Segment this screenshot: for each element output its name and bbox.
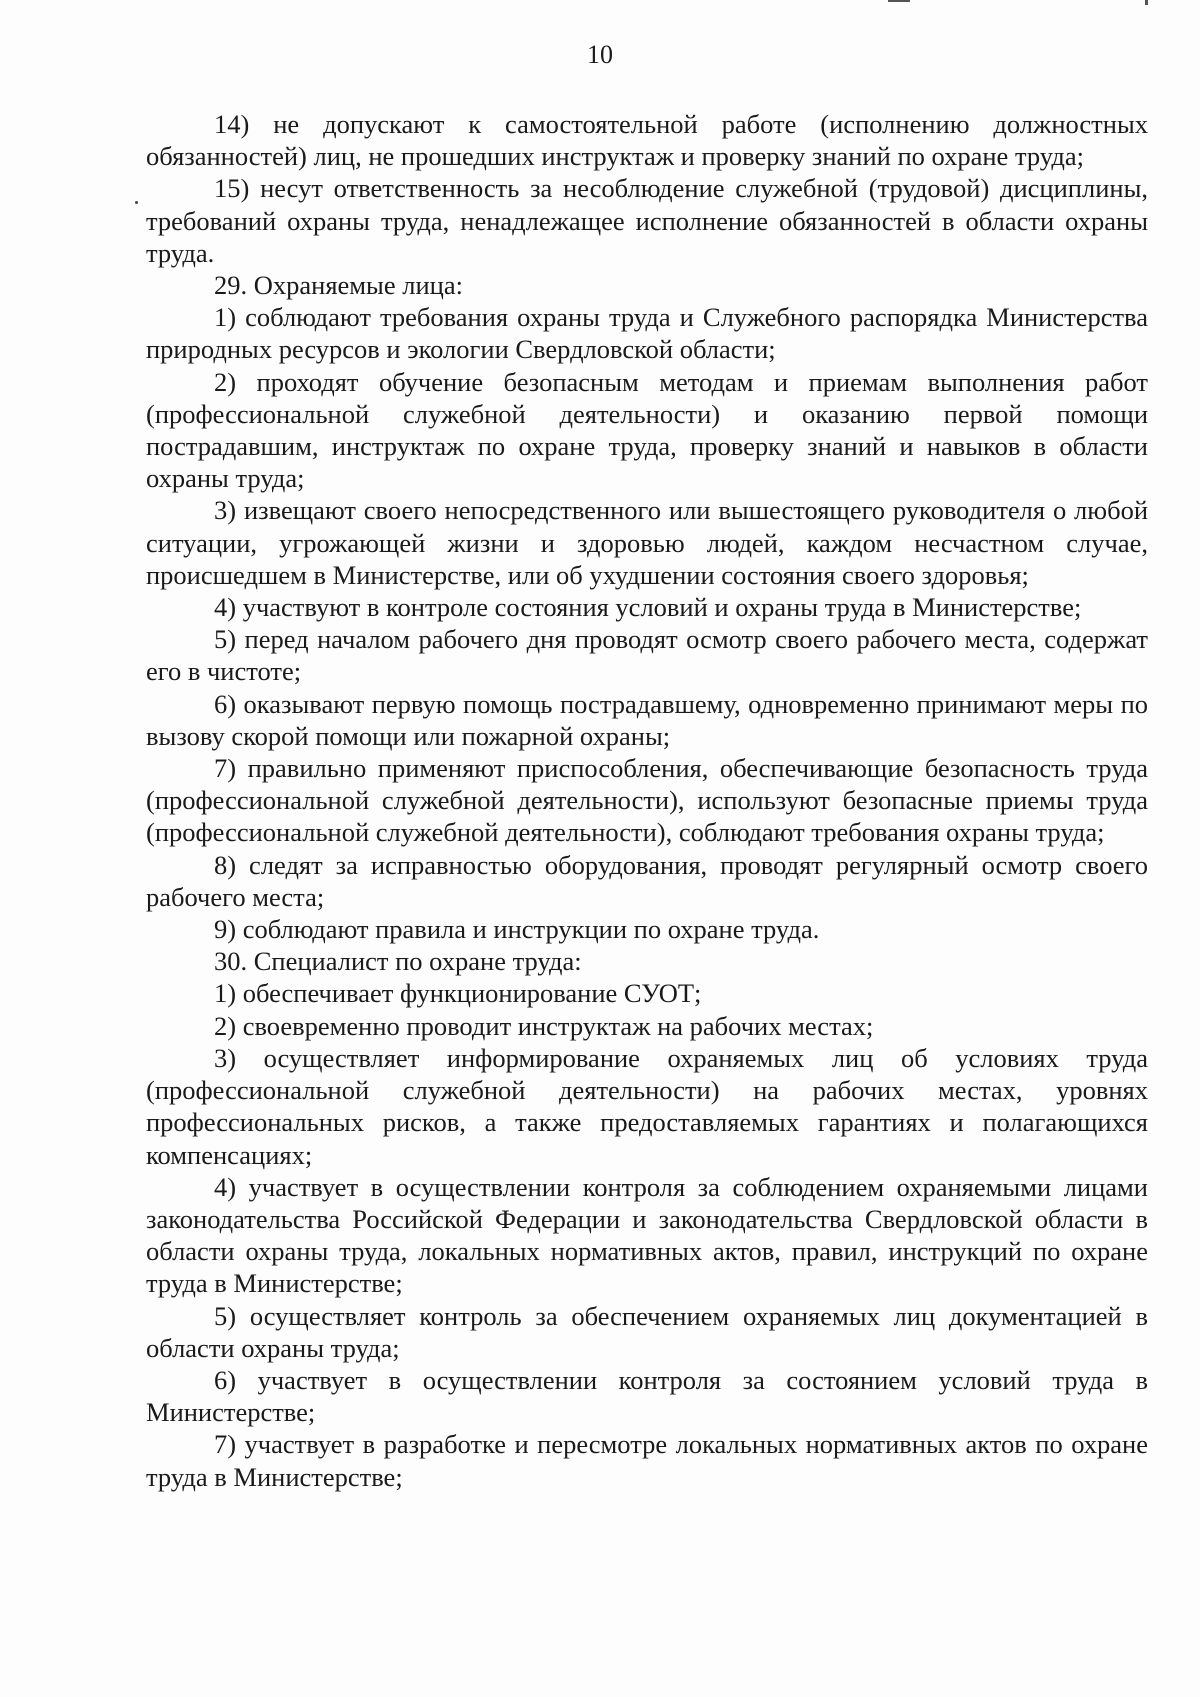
paragraph: 7) правильно применяют приспособления, обеспечивающие безопасность труда (профессиональной служебной деятельности), используют безопасные приемы труда (профессиональной служебной деятельности), соблюдают требования охраны труда; — [146, 753, 1148, 848]
paragraph: 7) участвует в разработке и пересмотре локальных нормативных актов по охране труда в Министерстве; — [146, 1429, 1148, 1492]
paragraph: 6) участвует в осуществлении контроля за состоянием условий труда в Министерстве; — [146, 1364, 1148, 1428]
paragraph: 4) участвуют в контроле состояния условий и охраны труда в Министерстве; — [214, 592, 1082, 623]
document-body — [146, 108, 1148, 1493]
paragraph: 5) осуществляет контроль за обеспечением охраняемых лиц документацией в области охраны труда; — [146, 1300, 1148, 1363]
paragraph: 1) соблюдают требования охраны труда и Служебного распорядка Министерства природных ресурсов и экологии Свердловской области; — [146, 302, 1148, 365]
paragraph: 15) несут ответственность за несоблюдение служебной (трудовой) дисциплины, требований охраны труда, ненадлежащее исполнение обязанностей в области охраны труда. — [146, 173, 1148, 268]
paragraph: 9) соблюдают правила и инструкции по охране труда. — [214, 914, 820, 945]
scan-dot-mark — [135, 201, 138, 204]
paragraph: 3) извещают своего непосредственного или вышестоящего руководителя о любой ситуации, угрожающей жизни и здоровью людей, каждом несчастном случае, происшедшем в Министерстве, или об ухудшении состояния своего здоровья; — [146, 495, 1148, 590]
paragraph: 6) оказывают первую помощь пострадавшему, одновременно принимают меры по вызову скорой помощи или пожарной охраны; — [146, 688, 1148, 751]
section-heading: 30. Специалист по охране труда: — [214, 946, 582, 977]
paragraph: 14) не допускают к самостоятельной работе (исполнению должностных обязанностей) лиц, не прошедших инструктаж и проверку знаний по охране труда; — [146, 109, 1148, 172]
paragraph: 4) участвует в осуществлении контроля за соблюдением охраняемыми лицами законодательства Российской Федерации и законодательства Свердловской области в области охраны труда, локальных нормативных актов, правил, инструкций по охране труда в Министерстве; — [146, 1171, 1148, 1299]
paragraph: 2) своевременно проводит инструктаж на рабочих местах; — [214, 1010, 874, 1041]
scan-edge-mark — [1145, 0, 1148, 5]
paragraph: 1) обеспечивает функционирование СУОТ; — [214, 978, 702, 1009]
paragraph: 2) проходят обучение безопасным методам и приемам выполнения работ (профессиональной служебной деятельности) и оказанию первой помощи пострадавшим, инструктаж по охране труда, проверку знаний и навыков в области охраны труда; — [146, 366, 1148, 494]
scan-edge-mark — [888, 0, 910, 2]
paragraph: 3) осуществляет информирование охраняемых лиц об условиях труда (профессиональной служебной деятельности) на рабочих местах, уровнях профессиональных рисков, а также предоставляемых гарантиях и полагающихся компенсациях; — [146, 1042, 1148, 1170]
paragraph: 5) перед началом рабочего дня проводят осмотр своего рабочего места, содержат его в чистоте; — [146, 624, 1148, 687]
page-number: 10 — [587, 40, 613, 69]
paragraph: 8) следят за исправностью оборудования, проводят регулярный осмотр своего рабочего места; — [146, 849, 1148, 912]
section-heading: 29. Охраняемые лица: — [214, 270, 463, 301]
